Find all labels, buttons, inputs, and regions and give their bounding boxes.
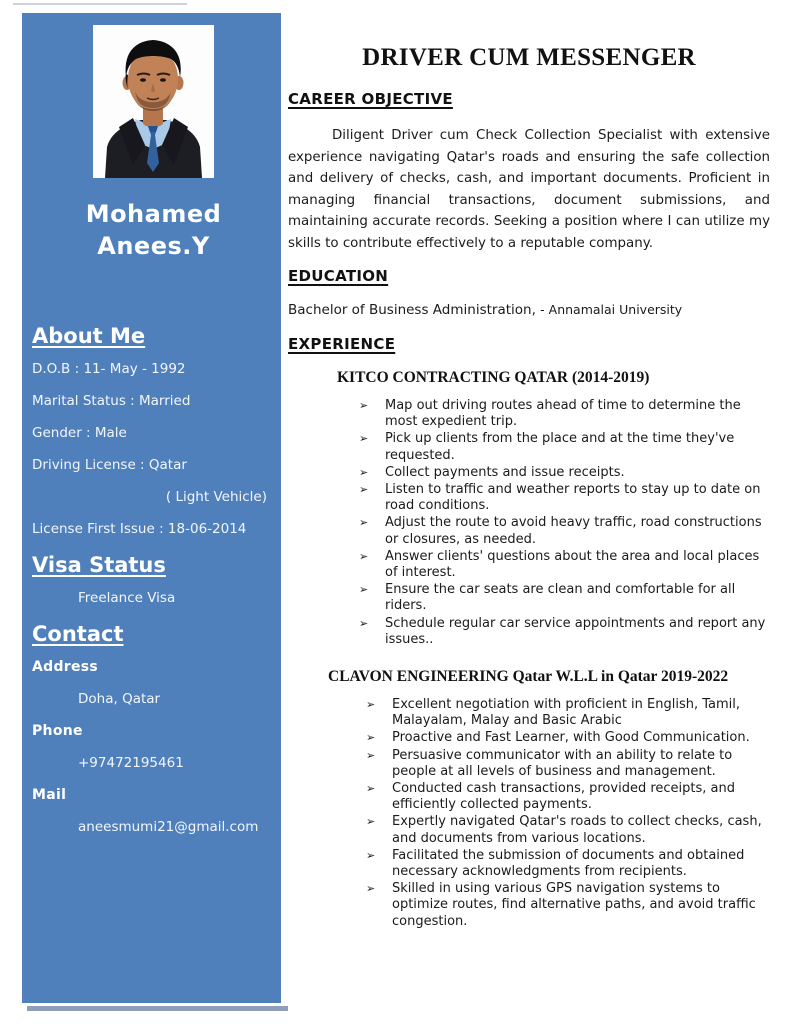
bullet-text: Schedule regular car service appointments and report any issues.. xyxy=(385,615,766,647)
mail-value: aneesmumi21@gmail.com xyxy=(78,819,259,835)
bullet-item xyxy=(359,431,770,463)
career-objective-paragraph: Diligent Driver cum Check Collection Specialist with extensive experience navigating Qatar's roads and ensuring the safe collection and delivery of checks, cash, and important documents. Proficient in managing financial transactions, document submissions, and maintaining accurate records. Seeking a position where I can utilize my skills to contribute effectively to a reputable company. xyxy=(288,128,770,251)
address-value: Doha, Qatar xyxy=(78,691,161,707)
arrow-bullet-icon: ➢ xyxy=(359,399,369,412)
sidebar-drop-shadow xyxy=(27,1006,288,1011)
bullet-text: Proactive and Fast Learner, with Good Communication. xyxy=(392,730,750,746)
bullet-text: Conducted cash transactions, provided receipts, and efficiently collected payments. xyxy=(392,781,735,813)
arrow-bullet-icon: ➢ xyxy=(359,516,369,530)
bullet-text: Skilled in using various GPS navigation systems to optimize routes, find alternative paths, and avoid traffic congestion. xyxy=(392,881,756,929)
driving-license-note: ( Light Vehicle) xyxy=(165,489,267,505)
license-first-issue-value: License First Issue : 18-06-2014 xyxy=(32,521,247,537)
bullet-text: Facilitated the submission of documents and obtained necessary acknowledgments from recipients. xyxy=(392,847,745,880)
bullet-item xyxy=(366,781,770,813)
bullet-item xyxy=(366,748,770,780)
visa-status-section xyxy=(32,553,275,608)
arrow-bullet-icon: ➢ xyxy=(359,549,369,563)
education-institution: - Annamalai University xyxy=(540,302,683,317)
gender-value: Gender : Male xyxy=(32,425,127,441)
bullet-item xyxy=(366,697,770,729)
arrow-bullet-icon: ➢ xyxy=(366,848,376,862)
arrow-bullet-icon: ➢ xyxy=(366,782,376,796)
bullet-item xyxy=(359,465,770,481)
phone-value: +97472195461 xyxy=(78,755,184,771)
bullet-item xyxy=(366,848,770,880)
bullet-text: Pick up clients from the place and at the time they've requested. xyxy=(385,431,735,463)
driving-license-value: Driving License : Qatar xyxy=(32,457,187,473)
job-title-clavon: CLAVON ENGINEERING Qatar W.L.L in Qatar 2019-2022 xyxy=(328,668,729,686)
education-detail xyxy=(288,302,770,318)
education-degree: Bachelor of Business Administration, xyxy=(288,302,536,318)
resume-body xyxy=(288,0,770,931)
bullet-item xyxy=(366,814,770,846)
education-heading: EDUCATION xyxy=(288,267,389,285)
bullet-text: Listen to traffic and weather reports to stay up to date on road conditions. xyxy=(385,482,761,514)
bullet-item xyxy=(359,398,770,430)
bullet-item xyxy=(359,616,770,648)
arrow-bullet-icon: ➢ xyxy=(359,483,369,497)
document-title: DRIVER CUM MESSENGER xyxy=(362,44,696,71)
job-title-kitco: KITCO CONTRACTING QATAR (2014-2019) xyxy=(337,369,650,386)
experience-heading: EXPERIENCE xyxy=(288,335,396,353)
arrow-bullet-icon: ➢ xyxy=(366,882,376,896)
about-me-heading: About Me xyxy=(32,324,146,348)
bullet-text: Persuasive communicator with an ability to relate to people at all levels of business and management. xyxy=(392,747,733,779)
contact-section xyxy=(32,622,275,837)
mail-label: Mail xyxy=(32,787,67,803)
arrow-bullet-icon: ➢ xyxy=(359,616,369,630)
bullet-item xyxy=(359,582,770,614)
job-bullets-kitco xyxy=(359,398,770,648)
arrow-bullet-icon: ➢ xyxy=(366,731,376,745)
person-name-line1: Mohamed xyxy=(85,200,222,228)
bullet-text: Adjust the route to avoid heavy traffic, road constructions or closures, as needed. xyxy=(385,515,762,547)
sidebar xyxy=(22,13,281,1003)
person-name xyxy=(32,198,275,262)
visa-status-value: Freelance Visa xyxy=(78,590,176,606)
bullet-item xyxy=(359,515,770,547)
arrow-bullet-icon: ➢ xyxy=(359,465,369,479)
about-me-section xyxy=(32,324,275,539)
bullet-text: Ensure the car seats are clean and comfortable for all riders. xyxy=(385,582,736,614)
arrow-bullet-icon: ➢ xyxy=(366,748,376,762)
bullet-text: Map out driving routes ahead of time to determine the most expedient trip. xyxy=(385,398,741,430)
portrait-illustration xyxy=(93,25,214,178)
arrow-bullet-icon: ➢ xyxy=(359,583,369,597)
bullet-item xyxy=(366,730,770,746)
bullet-item xyxy=(366,881,770,930)
scan-artifact-line xyxy=(13,3,187,5)
address-label: Address xyxy=(32,659,99,675)
contact-heading: Contact xyxy=(32,622,124,646)
arrow-bullet-icon: ➢ xyxy=(366,698,376,712)
phone-label: Phone xyxy=(32,723,83,739)
job-bullets-clavon xyxy=(366,697,770,930)
bullet-text: Expertly navigated Qatar's roads to collect checks, cash, and documents from various locations. xyxy=(392,814,762,846)
marital-status-value: Marital Status : Married xyxy=(32,393,191,409)
arrow-bullet-icon: ➢ xyxy=(366,815,376,829)
career-objective-heading: CAREER OBJECTIVE xyxy=(288,90,453,108)
profile-photo xyxy=(93,25,214,178)
bullet-item xyxy=(359,482,770,514)
visa-status-heading: Visa Status xyxy=(32,553,166,577)
bullet-item xyxy=(359,549,770,581)
person-name-line2: Anees.Y xyxy=(97,232,210,260)
bullet-text: Collect payments and issue receipts. xyxy=(385,464,625,480)
arrow-bullet-icon: ➢ xyxy=(359,432,369,446)
dob-value: D.O.B : 11- May - 1992 xyxy=(32,361,186,377)
bullet-text: Excellent negotiation with proficient in English, Tamil, Malayalam, Malay and Basic Arabic xyxy=(392,697,741,729)
bullet-text: Answer clients' questions about the area and local places of interest. xyxy=(385,548,760,581)
